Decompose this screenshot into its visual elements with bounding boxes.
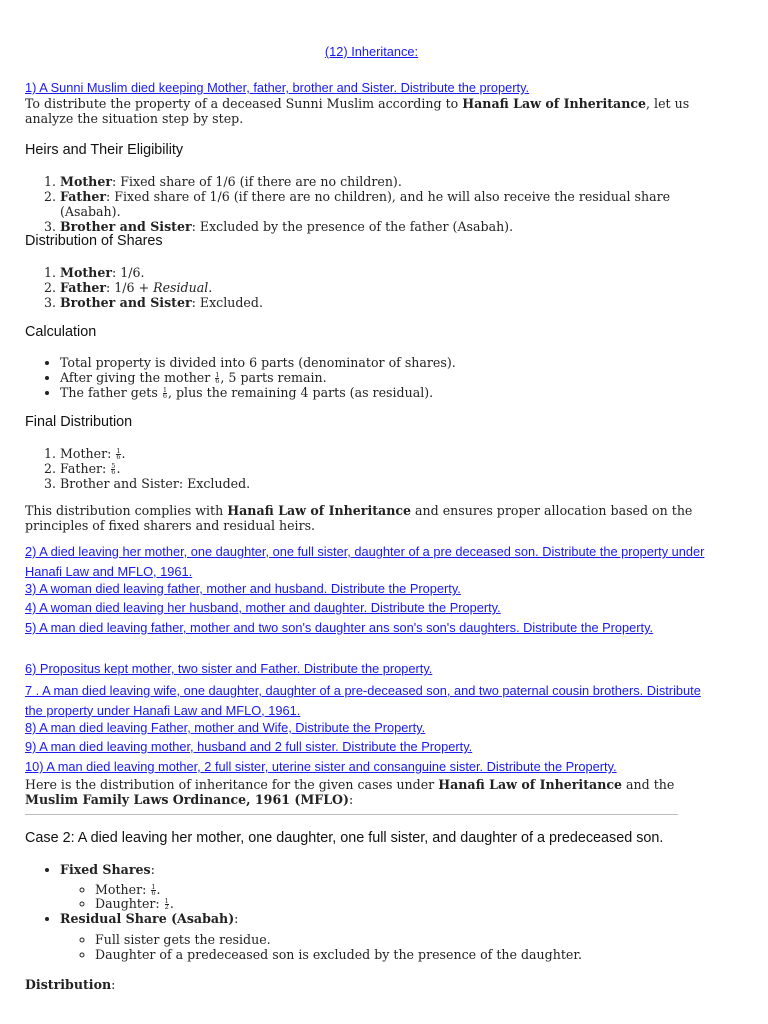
daughter-text: Daughter:	[95, 896, 164, 911]
question-link[interactable]: 6) Propositus kept mother, two sister and Father. Distribute the property.	[25, 661, 433, 676]
residual-item	[95, 947, 718, 962]
shares-list-wrap	[25, 265, 718, 310]
question-7[interactable]	[25, 681, 718, 720]
residual-text: Full sister gets the residue.	[95, 932, 271, 947]
fixed-shares-sublist	[60, 882, 718, 911]
residual-share-item	[60, 911, 718, 962]
question-8[interactable]	[25, 720, 718, 735]
question-link[interactable]: 4) A woman died leaving her husband, mother and daughter. Distribute the Property.	[25, 600, 501, 615]
final-text: Father:	[60, 461, 111, 476]
residual-sublist	[60, 932, 718, 962]
shares-list	[25, 265, 718, 310]
share-text: : 1/6 +	[106, 280, 154, 295]
heir-text: : Fixed share of 1/6 (if there are no children).	[111, 174, 402, 189]
distribution-label-line	[25, 977, 718, 992]
question-link[interactable]: 7 . A man died leaving wife, one daughter, daughter of a pre-deceased son, and two paternal cousin brothers. Distribute the property under Hanafi Law and MFLO, 1961.	[25, 683, 701, 718]
share-item	[60, 265, 718, 280]
share-residual: Residual	[153, 280, 209, 295]
fraction	[215, 373, 219, 384]
question-1[interactable]	[25, 80, 718, 95]
heir-label: Father	[60, 189, 107, 204]
final-section	[25, 415, 718, 430]
frac-num: 1	[164, 897, 169, 905]
final-list	[25, 446, 718, 491]
case-2-heading: Case 2: A died leaving her mother, one daughter, one full sister, and daughter of a predeceased son.	[25, 830, 664, 846]
question-5[interactable]	[25, 620, 718, 635]
fixed-share-daughter	[95, 896, 718, 911]
fraction	[163, 388, 167, 399]
frac-num: 1	[151, 883, 156, 891]
heir-text: : Fixed share of 1/6 (if there are no children), and he will also receive the residual share (Asabah).	[60, 189, 671, 219]
heirs-list-wrap	[25, 174, 718, 234]
fixed-shares-label: Fixed Shares	[60, 862, 151, 877]
summary-bold: Hanafi Law of Inheritance	[438, 777, 623, 792]
question-1-link[interactable]: 1) A Sunni Muslim died keeping Mother, father, brother and Sister. Distribute the property.	[25, 80, 530, 95]
frac-den: 6	[215, 377, 220, 385]
shares-section	[25, 234, 718, 249]
share-item	[60, 295, 718, 310]
frac-den: 6	[162, 392, 167, 400]
residual-text: Daughter of a predeceased son is excluded by the presence of the daughter.	[95, 947, 582, 962]
mother-text: Mother:	[95, 882, 151, 897]
calculation-heading: Calculation	[25, 324, 97, 340]
question-10[interactable]	[25, 759, 718, 774]
question-link[interactable]: 8) A man died leaving Father, mother and Wife, Distribute the Property.	[25, 720, 426, 735]
case-2-section	[25, 831, 748, 846]
summary-bold: Muslim Family Laws Ordinance, 1961 (MFLO)	[25, 792, 349, 807]
calc-text: The father gets	[60, 385, 162, 400]
period: .	[156, 882, 161, 897]
colon: :	[150, 862, 155, 877]
heirs-heading: Heirs and Their Eligibility	[25, 142, 184, 158]
question-link[interactable]: 5) A man died leaving father, mother and two son's daughter ans son's son's daughters. Distribute the Property.	[25, 620, 654, 635]
calc-text: After giving the mother	[60, 370, 215, 385]
share-label: Brother and Sister	[60, 295, 192, 310]
calc-item	[60, 355, 718, 370]
colon: :	[111, 977, 116, 992]
colon: :	[234, 911, 239, 926]
heir-label: Brother and Sister	[60, 219, 192, 234]
frac-den: 6	[151, 889, 156, 897]
intro-bold: Hanafi Law of Inheritance	[462, 96, 647, 111]
compliance-text-end: and ensures proper allocation based on the principles of fixed sharers and residual heirs.	[25, 503, 693, 533]
case-2-list	[25, 862, 718, 962]
fixed-shares-item	[60, 862, 718, 911]
fraction	[111, 464, 115, 475]
residual-item	[95, 932, 718, 947]
fraction	[151, 885, 155, 896]
intro-text: To distribute the property of a deceased Sunni Muslim according to	[25, 96, 463, 111]
question-4[interactable]	[25, 600, 718, 615]
frac-den: 2	[164, 903, 169, 911]
frac-num: 5	[111, 462, 116, 470]
calc-item	[60, 385, 718, 400]
calculation-list-wrap	[25, 355, 718, 400]
question-link[interactable]: 2) A died leaving her mother, one daughter, one full sister, daughter of a pre deceased son. Distribute the property under Hanafi Law and MFLO, 1961.	[25, 544, 705, 579]
summary-paragraph	[25, 777, 718, 807]
fraction	[116, 449, 120, 460]
share-tail: .	[208, 280, 213, 295]
share-label: Father	[60, 280, 107, 295]
calc-text: Total property is divided into 6 parts (denominator of shares).	[60, 355, 456, 370]
final-item	[60, 461, 718, 476]
heirs-section	[25, 143, 718, 158]
frac-num: 1	[215, 371, 220, 379]
intro-paragraph	[25, 96, 718, 126]
final-heading: Final Distribution	[25, 414, 133, 430]
compliance-paragraph	[25, 503, 718, 533]
question-9[interactable]	[25, 739, 718, 754]
heir-text: : Excluded by the presence of the father (Asabah).	[191, 219, 514, 234]
share-text: : 1/6.	[111, 265, 145, 280]
calc-text: , plus the remaining 4 parts (as residual).	[167, 385, 434, 400]
calculation-section	[25, 325, 718, 340]
heir-item	[60, 189, 718, 219]
heir-item	[60, 219, 718, 234]
fraction	[165, 899, 169, 910]
question-link[interactable]: 10) A man died leaving mother, 2 full sister, uterine sister and consanguine sister. Distribute the Property.	[25, 759, 617, 774]
share-text: : Excluded.	[191, 295, 263, 310]
intro-text-end: , let us analyze the situation step by step.	[25, 96, 690, 126]
document-title[interactable]	[25, 44, 718, 59]
period: .	[116, 461, 121, 476]
frac-num: 1	[162, 386, 167, 394]
compliance-text: This distribution complies with	[25, 503, 228, 518]
final-text: Brother and Sister: Excluded.	[60, 476, 251, 491]
final-list-wrap	[25, 446, 718, 491]
share-label: Mother	[60, 265, 112, 280]
final-text: Mother:	[60, 446, 116, 461]
frac-num: 1	[116, 447, 121, 455]
heirs-list	[25, 174, 718, 234]
calc-text: , 5 parts remain.	[220, 370, 327, 385]
frac-den: 6	[111, 468, 116, 476]
fixed-share-mother	[95, 882, 718, 897]
question-link[interactable]: 9) A man died leaving mother, husband and 2 full sister. Distribute the Property.	[25, 739, 473, 754]
summary-text: Here is the distribution of inheritance for the given cases under	[25, 777, 439, 792]
question-3[interactable]	[25, 581, 718, 596]
title-link[interactable]: (12) Inheritance:	[324, 44, 419, 59]
summary-text: and the	[622, 777, 675, 792]
case-2-list-wrap	[25, 862, 718, 962]
frac-den: 6	[116, 453, 121, 461]
residual-share-label: Residual Share (Asabah)	[60, 911, 235, 926]
distribution-label: Distribution	[25, 977, 112, 992]
period: .	[121, 446, 126, 461]
heir-label: Mother	[60, 174, 112, 189]
compliance-bold: Hanafi Law of Inheritance	[227, 503, 412, 518]
final-item	[60, 446, 718, 461]
horizontal-divider	[25, 814, 678, 815]
calculation-list	[25, 355, 718, 400]
final-item	[60, 476, 718, 491]
calc-item	[60, 370, 718, 385]
shares-heading: Distribution of Shares	[25, 233, 163, 249]
question-2[interactable]	[25, 542, 718, 581]
question-link[interactable]: 3) A woman died leaving father, mother and husband. Distribute the Property.	[25, 581, 461, 596]
question-6[interactable]	[25, 661, 718, 676]
period: .	[169, 896, 174, 911]
summary-text: :	[348, 792, 354, 807]
heir-item	[60, 174, 718, 189]
share-item	[60, 280, 718, 295]
